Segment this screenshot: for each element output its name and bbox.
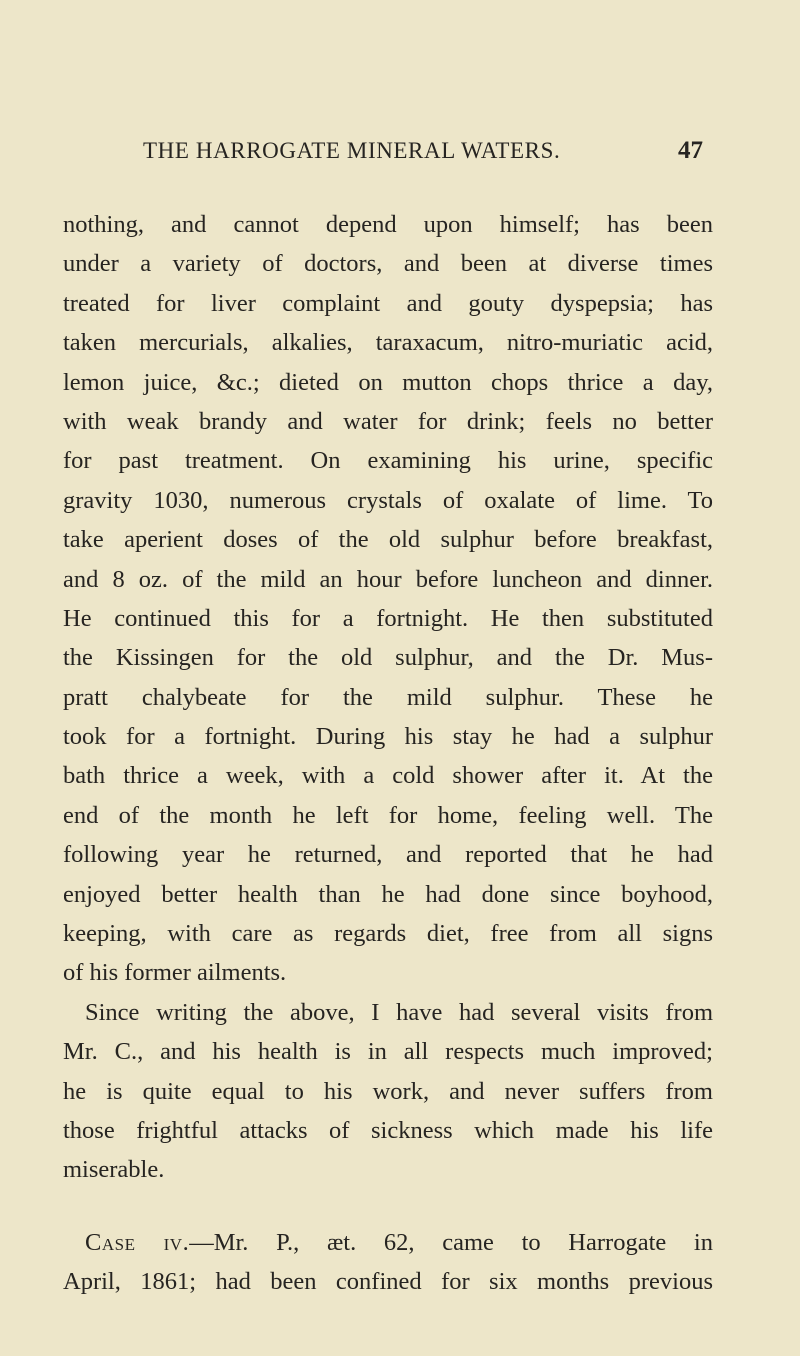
text-line: he is quite equal to his work, and never suffers from <box>63 1077 713 1105</box>
text-line: nothing, and cannot depend upon himself; has been <box>63 211 713 238</box>
text-line: treated for liver complaint and gouty dyspepsia; has <box>63 289 713 317</box>
text-line: took for a fortnight. During his stay he had a sulphur <box>63 723 713 751</box>
body-text <box>63 205 713 1302</box>
text-line: taken mercurials, alkalies, taraxacum, nitro-muriatic acid, <box>63 329 713 357</box>
text-line: and 8 oz. of the mild an hour before luncheon and dinner. <box>63 565 713 593</box>
text-line: keeping, with care as regards diet, free from all signs <box>63 920 713 948</box>
text-line: lemon juice, &c.; dieted on mutton chops thrice a day, <box>63 368 713 396</box>
text-line: gravity 1030, numerous crystals of oxalate of lime. To <box>63 486 713 514</box>
case-label: Case iv. <box>85 1228 190 1256</box>
text-line: miserable. <box>63 1156 165 1184</box>
text-line: for past treatment. On examining his urine, specific <box>63 447 713 475</box>
text-line: take aperient doses of the old sulphur before breakfast, <box>63 526 713 554</box>
text-line: He continued this for a fortnight. He then substituted <box>63 604 713 632</box>
text-line: bath thrice a week, with a cold shower after it. At the <box>63 762 713 790</box>
paragraph-gap <box>63 1190 713 1223</box>
text-line: with weak brandy and water for drink; feels no better <box>63 407 713 435</box>
text-line: enjoyed better health than he had done since boyhood, <box>63 880 713 908</box>
case-heading-line <box>63 1223 713 1262</box>
text-line: end of the month he left for home, feeling well. The <box>63 801 713 829</box>
text-line: Since writing the above, I have had several visits from <box>85 998 713 1026</box>
text-line: pratt chalybeate for the mild sulphur. These he <box>63 683 713 711</box>
text-line: under a variety of doctors, and been at diverse times <box>63 250 713 278</box>
text-line: following year he returned, and reported that he had <box>63 841 713 869</box>
text-line: Mr. C., and his health is in all respects much improved; <box>63 1038 713 1066</box>
case-text: —Mr. P., æt. 62, came to Harrogate in <box>189 1228 713 1256</box>
page-number: 47 <box>678 137 703 164</box>
text-line: April, 1861; had been confined for six months previous <box>63 1268 713 1296</box>
running-title: THE HARROGATE MINERAL WATERS. <box>143 138 561 163</box>
running-head <box>143 138 703 178</box>
text-line: those frightful attacks of sickness which made his life <box>63 1116 713 1144</box>
text-line: the Kissingen for the old sulphur, and the Dr. Mus- <box>63 644 713 672</box>
text-line: of his former ailments. <box>63 959 287 987</box>
